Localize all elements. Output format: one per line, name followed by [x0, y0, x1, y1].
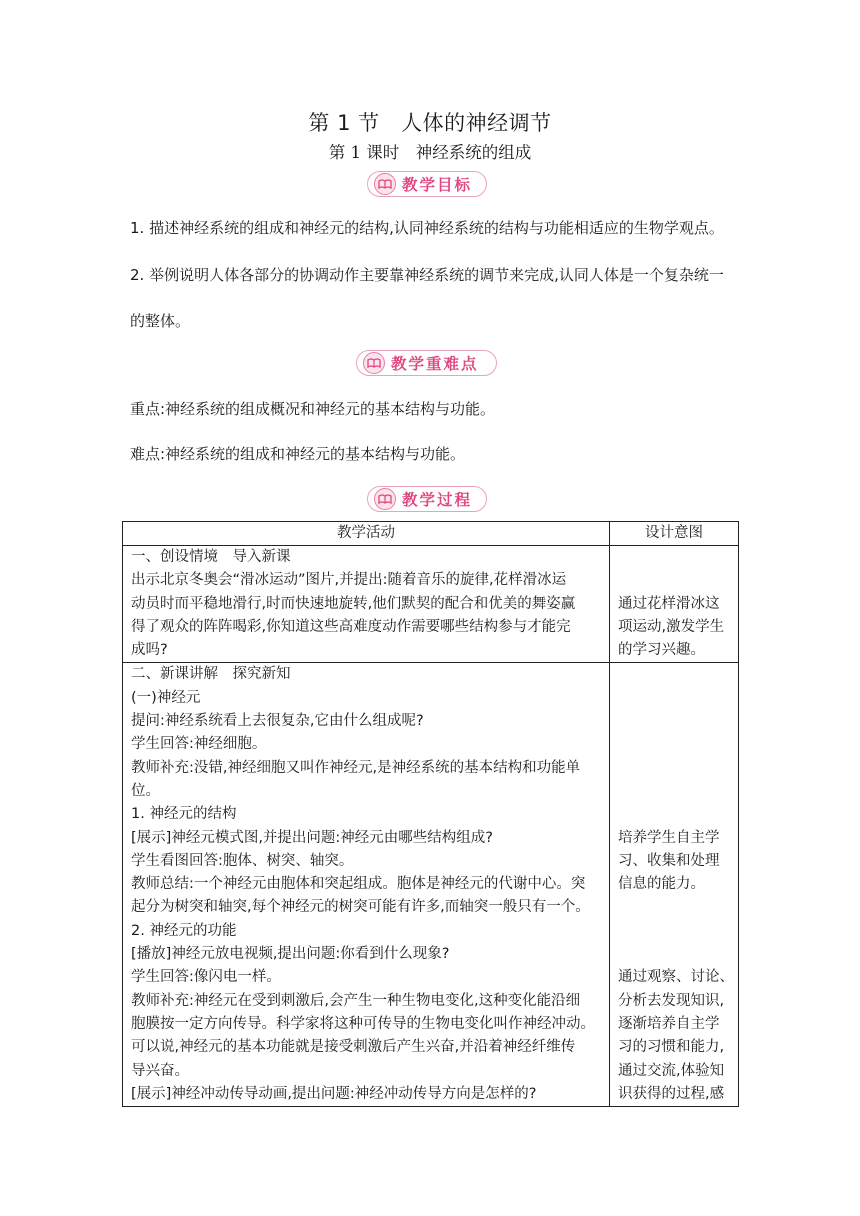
objective-item-2-line-1: 2. 举例说明人体各部分的协调动作主要靠神经系统的调节来完成,认同人体是一个复杂统一 — [130, 266, 724, 284]
intent-line: 信息的能力。 — [618, 876, 705, 893]
activity-line: 教师总结:一个神经元由胞体和突起组成。胞体是神经元的代谢中心。突 — [131, 876, 586, 893]
intent-line: 培养学生自主学 — [618, 829, 720, 846]
objectives-banner — [367, 171, 487, 197]
activity-line: 一、创设情境 导入新课 — [131, 549, 291, 565]
activity-line: 学生回答:像闪电一样。 — [131, 969, 281, 986]
objectives-heading: 教学目标 — [402, 176, 473, 194]
activity-line: (一)神经元 — [131, 689, 201, 706]
activity-line: 起分为树突和轴突,每个神经元的树突可能有许多,而轴突一般只有一个。 — [131, 899, 590, 916]
activity-line: 动员时而平稳地滑行,时而快速地旋转,他们默契的配合和优美的舞姿赢 — [131, 595, 576, 612]
activity-line: 位。 — [131, 782, 160, 799]
page-title: 第 1 节 人体的神经调节 — [308, 111, 552, 135]
book-icon — [374, 488, 396, 510]
activity-line: 教师补充:没错,神经细胞又叫作神经元,是神经系统的基本结构和功能单 — [131, 759, 581, 776]
activity-line: 1. 神经元的结构 — [131, 806, 237, 823]
activity-line: 可以说,神经元的基本功能就是接受刺激后产生兴奋,并沿着神经纤维传 — [131, 1039, 576, 1056]
intent-line: 通过交流,体验知 — [618, 1062, 725, 1079]
activity-line: 导兴奋。 — [131, 1062, 189, 1079]
intent-line: 分析去发现知识, — [618, 992, 725, 1009]
column-header-intent: 设计意图 — [610, 522, 739, 546]
key-points-banner — [356, 350, 497, 376]
activity-cell — [123, 546, 610, 663]
table-header-row — [123, 522, 739, 546]
intent-line: 习、收集和处理 — [618, 852, 720, 869]
book-icon — [374, 173, 396, 195]
activity-line: [展示]神经元模式图,并提出问题:神经元由哪些结构组成? — [131, 829, 494, 846]
table-row — [123, 663, 739, 1107]
intent-line: 的学习兴趣。 — [618, 642, 705, 659]
intent-line: 识获得的过程,感 — [618, 1085, 725, 1102]
activity-line: 胞膜按一定方向传导。科学家将这种可传导的生物电变化叫作神经冲动。 — [131, 1015, 595, 1032]
lesson-table — [122, 521, 739, 1107]
key-points-heading: 教学重难点 — [391, 355, 479, 373]
activity-line: 学生看图回答:胞体、树突、轴突。 — [131, 852, 354, 869]
activity-line: 2. 神经元的功能 — [131, 922, 237, 939]
intent-line: 逐渐培养自主学 — [618, 1015, 720, 1032]
activity-line: 成吗? — [131, 642, 168, 659]
activity-line: [播放]神经元放电视频,提出问题:你看到什么现象? — [131, 946, 450, 963]
column-header-activity: 教学活动 — [123, 522, 610, 546]
table-row — [123, 546, 739, 663]
activity-line: 学生回答:神经细胞。 — [131, 736, 267, 753]
activity-line: [展示]神经冲动传导动画,提出问题:神经冲动传导方向是怎样的? — [131, 1085, 537, 1102]
intent-line: 项运动,激发学生 — [618, 618, 725, 635]
activity-cell — [123, 663, 610, 1107]
process-heading: 教学过程 — [402, 491, 473, 509]
objective-item-2-line-2: 的整体。 — [130, 312, 191, 330]
activity-line: 出示北京冬奥会“滑冰运动”图片,并提出:随着音乐的旋律,花样滑冰运 — [131, 572, 567, 589]
intent-cell — [610, 663, 739, 1107]
difficult-point: 难点:神经系统的组成和神经元的基本结构与功能。 — [130, 445, 466, 463]
intent-line: 通过观察、讨论、 — [618, 969, 734, 986]
objective-item-1: 1. 描述神经系统的组成和神经元的结构,认同神经系统的结构与功能相适应的生物学观点。 — [130, 219, 724, 237]
process-banner — [367, 486, 487, 512]
intent-line: 习的习惯和能力, — [618, 1039, 725, 1056]
intent-line: 通过花样滑冰这 — [618, 595, 720, 612]
activity-line: 得了观众的阵阵喝彩,你知道这些高难度动作需要哪些结构参与才能完 — [131, 618, 571, 635]
book-icon — [363, 352, 385, 374]
activity-line: 教师补充:神经元在受到刺激后,会产生一种生物电变化,这种变化能沿细 — [131, 992, 581, 1009]
key-point: 重点:神经系统的组成概况和神经元的基本结构与功能。 — [130, 400, 496, 418]
intent-cell — [610, 546, 739, 663]
activity-line: 二、新课讲解 探究新知 — [131, 666, 291, 683]
lesson-subtitle: 第 1 课时 神经系统的组成 — [328, 143, 532, 162]
activity-line: 提问:神经系统看上去很复杂,它由什么组成呢? — [131, 713, 424, 730]
